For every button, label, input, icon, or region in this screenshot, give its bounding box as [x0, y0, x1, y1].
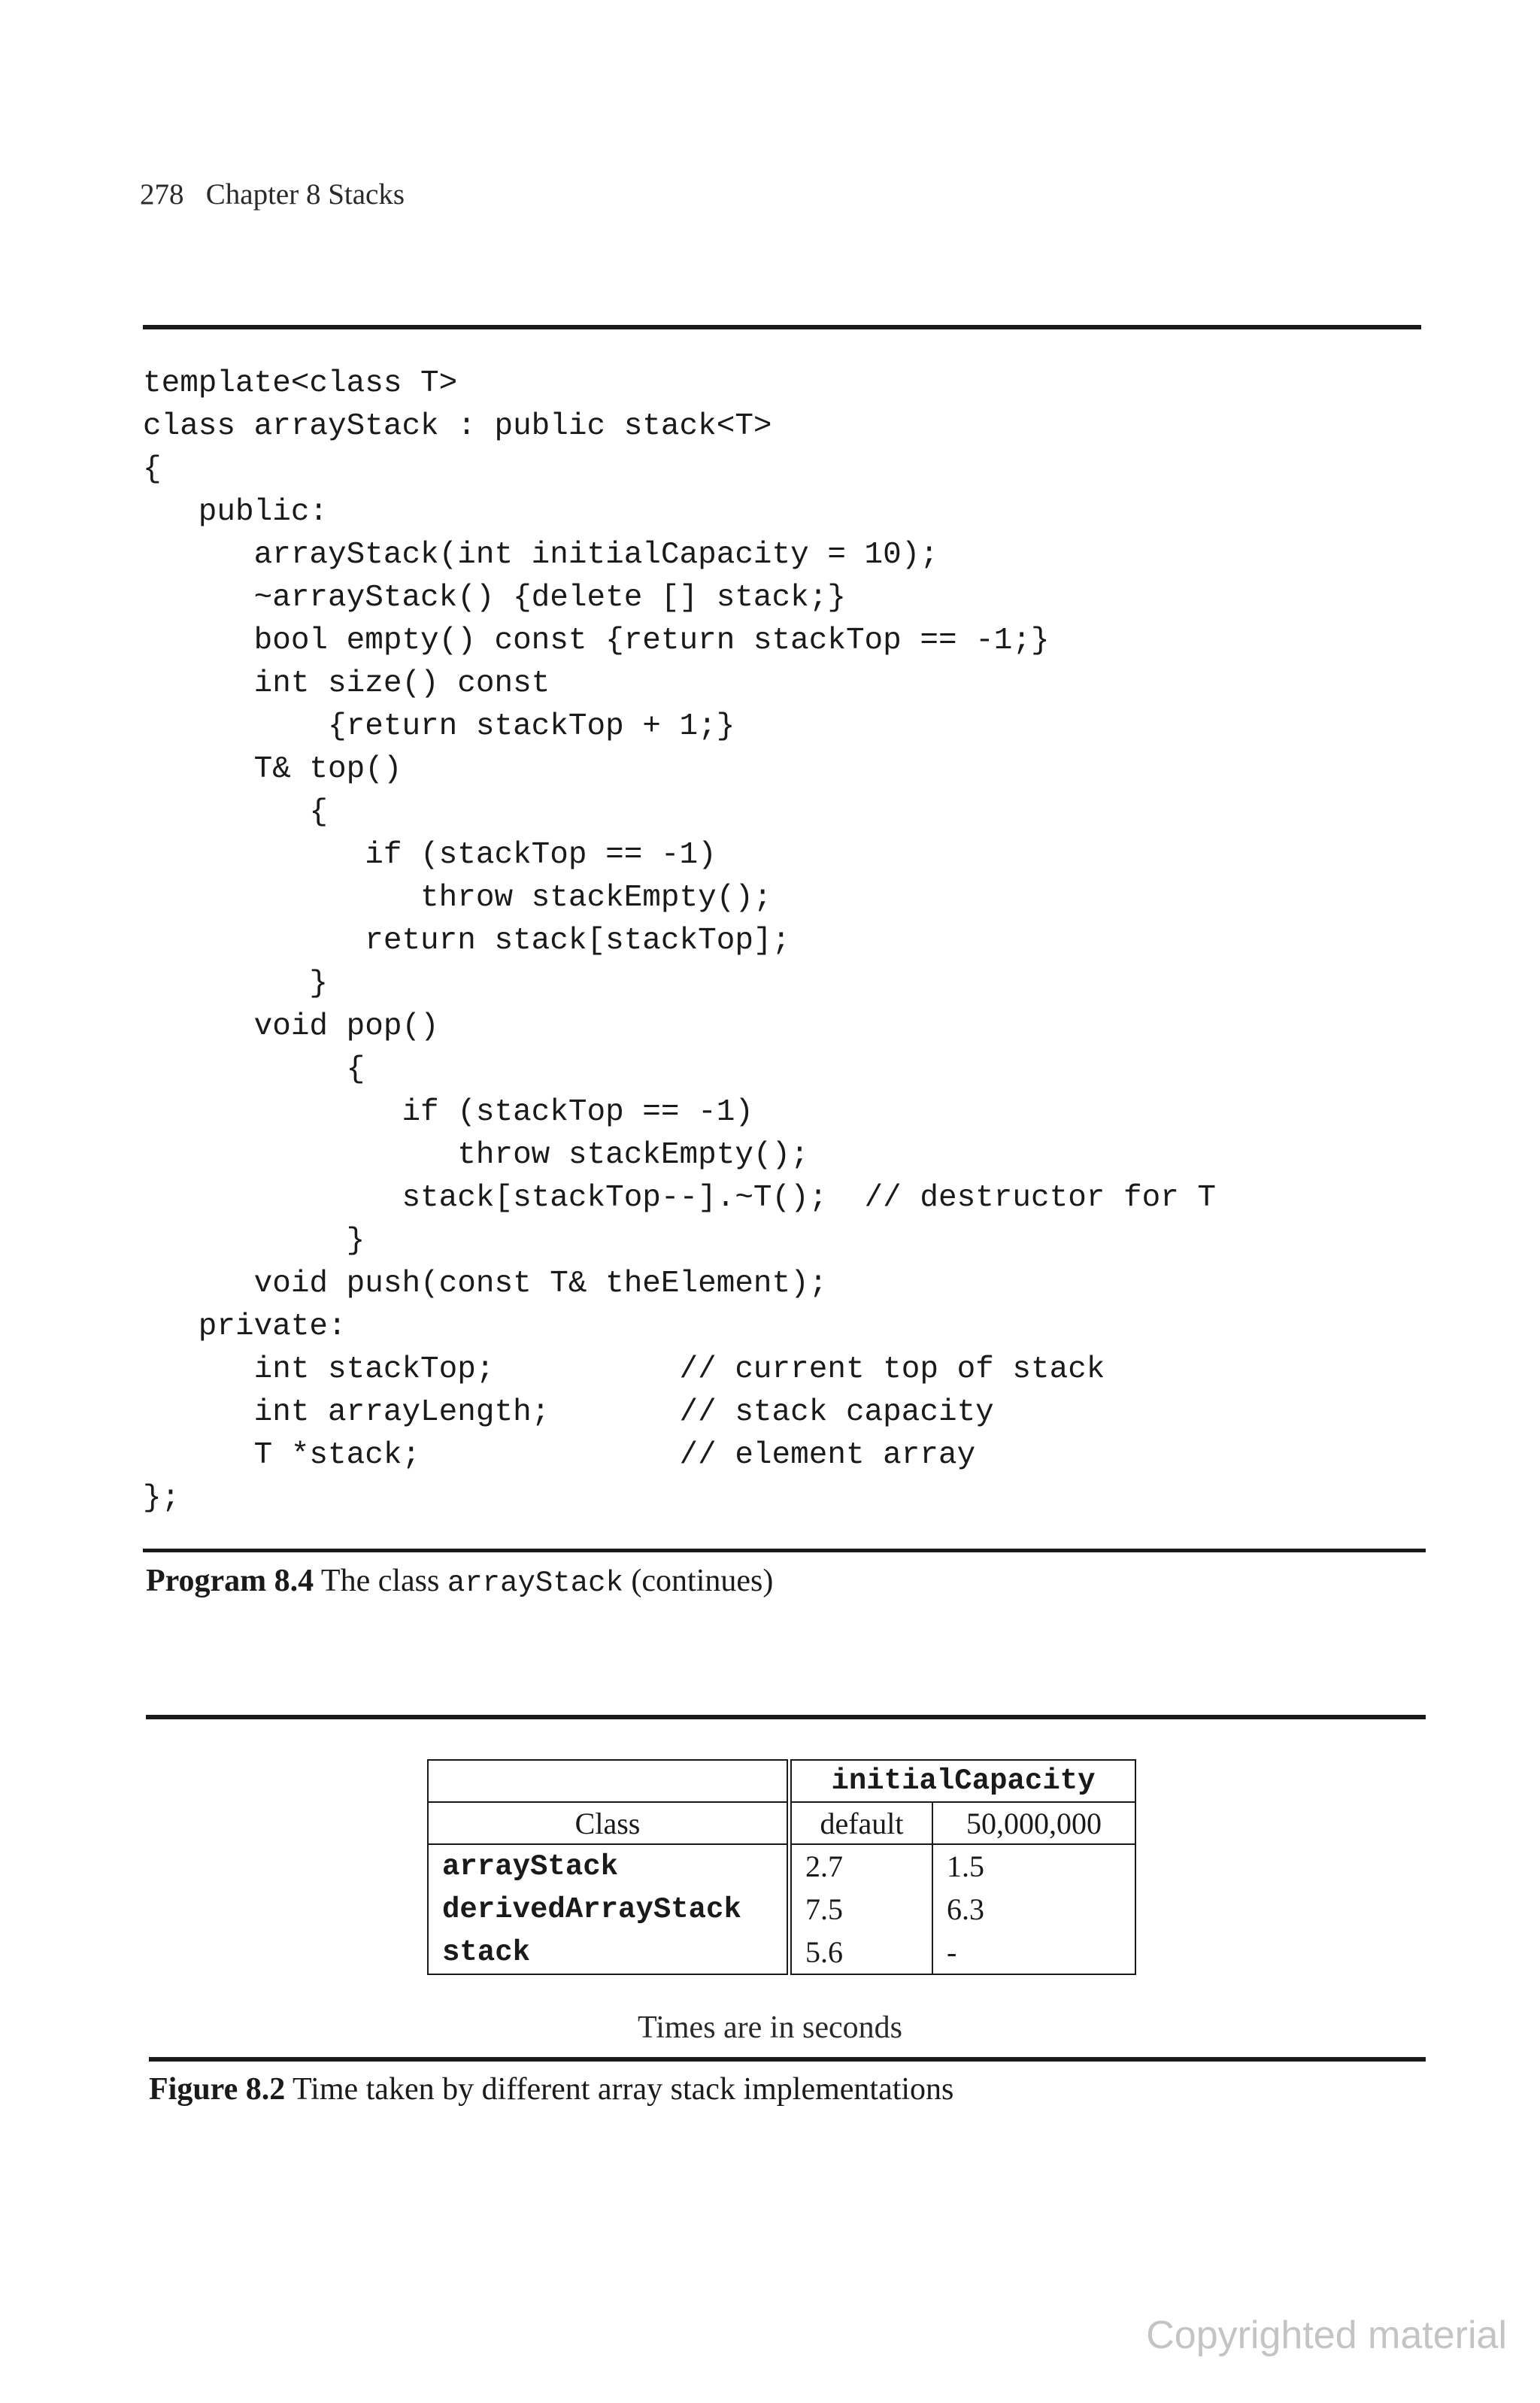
code-line: if (stackTop == -1)	[143, 1095, 753, 1130]
program-caption-text-2: (continues)	[631, 1564, 774, 1598]
code-line: throw stackEmpty();	[143, 1138, 809, 1173]
code-line: {	[143, 452, 162, 487]
timing-table	[427, 1759, 1136, 1975]
code-line: return stack[stackTop];	[143, 924, 791, 958]
table-cell-default: 5.6	[790, 1931, 933, 1974]
code-line: class arrayStack : public stack<T>	[143, 409, 772, 444]
code-line: private:	[143, 1309, 347, 1344]
code-line: int stackTop; // current top of stack	[143, 1352, 1105, 1387]
code-line: public:	[143, 495, 329, 529]
code-line: {	[143, 795, 329, 830]
figure-caption	[149, 2071, 953, 2107]
program-caption	[146, 1563, 773, 1600]
table-group-header: initialCapacity	[790, 1760, 1136, 1802]
page-number: 278	[140, 178, 184, 211]
code-line: void push(const T& theElement);	[143, 1267, 828, 1301]
table-cell-large: -	[932, 1931, 1135, 1974]
chapter-title: Chapter 8 Stacks	[205, 178, 405, 211]
figure-caption-text: Time taken by different array stack implementations	[292, 2072, 954, 2107]
figure-bottom-rule	[149, 2057, 1426, 2062]
program-caption-code: arrayStack	[447, 1567, 623, 1600]
code-line: bool empty() const {return stackTop == -1;}	[143, 624, 1050, 658]
code-line: {return stackTop + 1;}	[143, 709, 735, 744]
table-group-header-row	[428, 1760, 1135, 1802]
table-cell-class: stack	[428, 1931, 790, 1974]
table-header-large: 50,000,000	[932, 1802, 1135, 1844]
table-row	[428, 1931, 1135, 1974]
code-line: int arrayLength; // stack capacity	[143, 1395, 994, 1430]
code-line: stack[stackTop--].~T(); // destructor for T	[143, 1181, 1217, 1215]
program-top-rule	[143, 325, 1421, 329]
table-row	[428, 1888, 1135, 1931]
code-line: if (stackTop == -1)	[143, 838, 717, 872]
table-header-class: Class	[428, 1802, 790, 1844]
code-line: {	[143, 1052, 365, 1087]
program-caption-text-1: The class	[320, 1564, 440, 1598]
figure-top-rule	[146, 1715, 1426, 1719]
program-code-listing	[143, 363, 1216, 1520]
code-line: T& top()	[143, 752, 402, 787]
table-cell-class: arrayStack	[428, 1844, 790, 1888]
copyright-watermark: Copyrighted material	[1146, 2313, 1507, 2357]
table-column-header-row	[428, 1802, 1135, 1844]
figure-caption-label: Figure 8.2	[149, 2072, 286, 2107]
code-line: };	[143, 1481, 180, 1516]
program-bottom-rule	[143, 1549, 1426, 1552]
code-line: }	[143, 1224, 365, 1258]
code-line: template<class T>	[143, 366, 458, 401]
code-line: void pop()	[143, 1009, 439, 1044]
table-empty-corner	[428, 1760, 790, 1802]
table-cell-default: 2.7	[790, 1844, 933, 1888]
table-row	[428, 1844, 1135, 1888]
code-line: int size() const	[143, 666, 550, 701]
code-line: arrayStack(int initialCapacity = 10);	[143, 538, 938, 572]
running-head	[140, 177, 405, 211]
times-note: Times are in seconds	[638, 2010, 902, 2045]
table-cell-large: 1.5	[932, 1844, 1135, 1888]
table-cell-class: derivedArrayStack	[428, 1888, 790, 1931]
code-line: ~arrayStack() {delete [] stack;}	[143, 581, 846, 615]
code-line: throw stackEmpty();	[143, 881, 772, 915]
code-line: T *stack; // element array	[143, 1438, 976, 1473]
table-cell-default: 7.5	[790, 1888, 933, 1931]
table-header-default: default	[790, 1802, 933, 1844]
table-cell-large: 6.3	[932, 1888, 1135, 1931]
program-caption-label: Program 8.4	[146, 1564, 314, 1598]
code-line: }	[143, 966, 329, 1001]
